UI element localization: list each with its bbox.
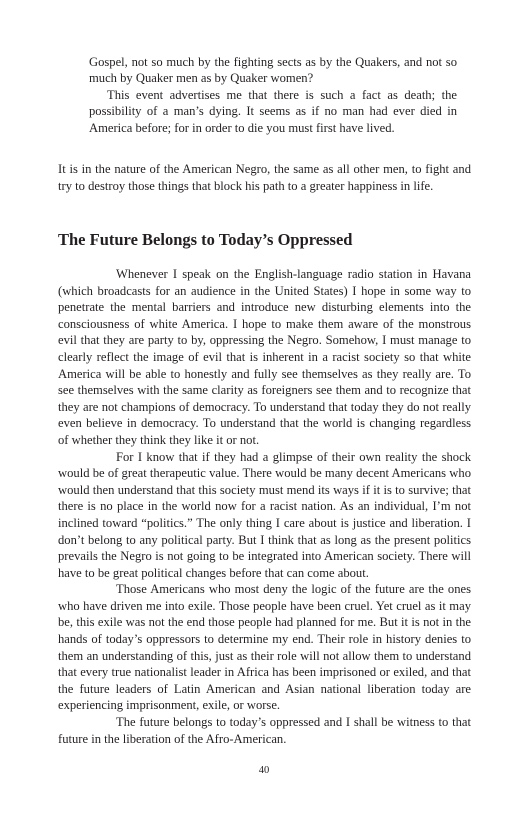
section-body <box>58 266 471 747</box>
body-paragraph: The future belongs to today’s oppressed and I shall be witness to that future in the liberation of the Afro-American. <box>58 715 471 746</box>
section-heading: The Future Belongs to Today’s Oppressed <box>58 230 353 249</box>
body-paragraph: Those Americans who most deny the logic of the future are the ones who have driven me into exile. Those people have been cruel. Yet cruel as it may be, this exile was not the end those people had planned for me. But it is not in the hands of today’s oppressors to determine my end. Their role in history denies to them an understanding of this, just as their role will not allow them to understand that every true nationalist leader in Africa has been imprisoned or exiled, and that the future leaders of Latin American and Asian national liberation today are experiencing imprisonment, exile, or worse. <box>58 582 471 713</box>
quote-paragraph: This event advertises me that there is such a fact as death; the possibility of a man’s dying. It seems as if no man had ever died in America before; for in order to die you must first have lived. <box>89 87 457 135</box>
body-paragraph: For I know that if they had a glimpse of their own reality the shock would be of great therapeutic value. There would be many decent Americans who would then understand that this society must mend its ways if it is to survive; that there is no place in the world now for a racist nation. As an individual, I’m not inclined toward “politics.” The only thing I care about is justice and liberation. I don’t belong to any political party. But I think that as long as the present politics prevails the Negro is not going to be integrated into American society. There will have to be great political changes before that can come about. <box>58 449 471 580</box>
block-quote <box>89 54 457 136</box>
intro-paragraph: It is in the nature of the American Negro, the same as all other men, to fight and try to destroy those things that block his path to a greater happiness in life. <box>58 162 471 193</box>
page-number: 40 <box>258 765 270 776</box>
body-paragraph: Whenever I speak on the English-language radio station in Havana (which broadcasts for an audience in the United States) I hope in some way to penetrate the mental barriers and introduce new disturbing elements into the consciousness of white America. I hope to make them aware of the monstrous evil that they are party to by, oppressing the Negro. Somehow, I must manage to clearly reflect the image of evil that is inherent in a racist society so that white America will be able to honestly and fully see themselves as they really are. To see themselves with the same clarity as foreigners see them and to recognize that they are not champions of democracy. To understand that today they do not really even believe in democracy. To understand that the world is changing regardless of whether they think they like it or not. <box>58 267 471 447</box>
quote-paragraph: Gospel, not so much by the fighting sects as by the Quakers, and not so much by Quaker men as by Quaker women? <box>89 55 457 86</box>
intro-text <box>58 161 471 194</box>
